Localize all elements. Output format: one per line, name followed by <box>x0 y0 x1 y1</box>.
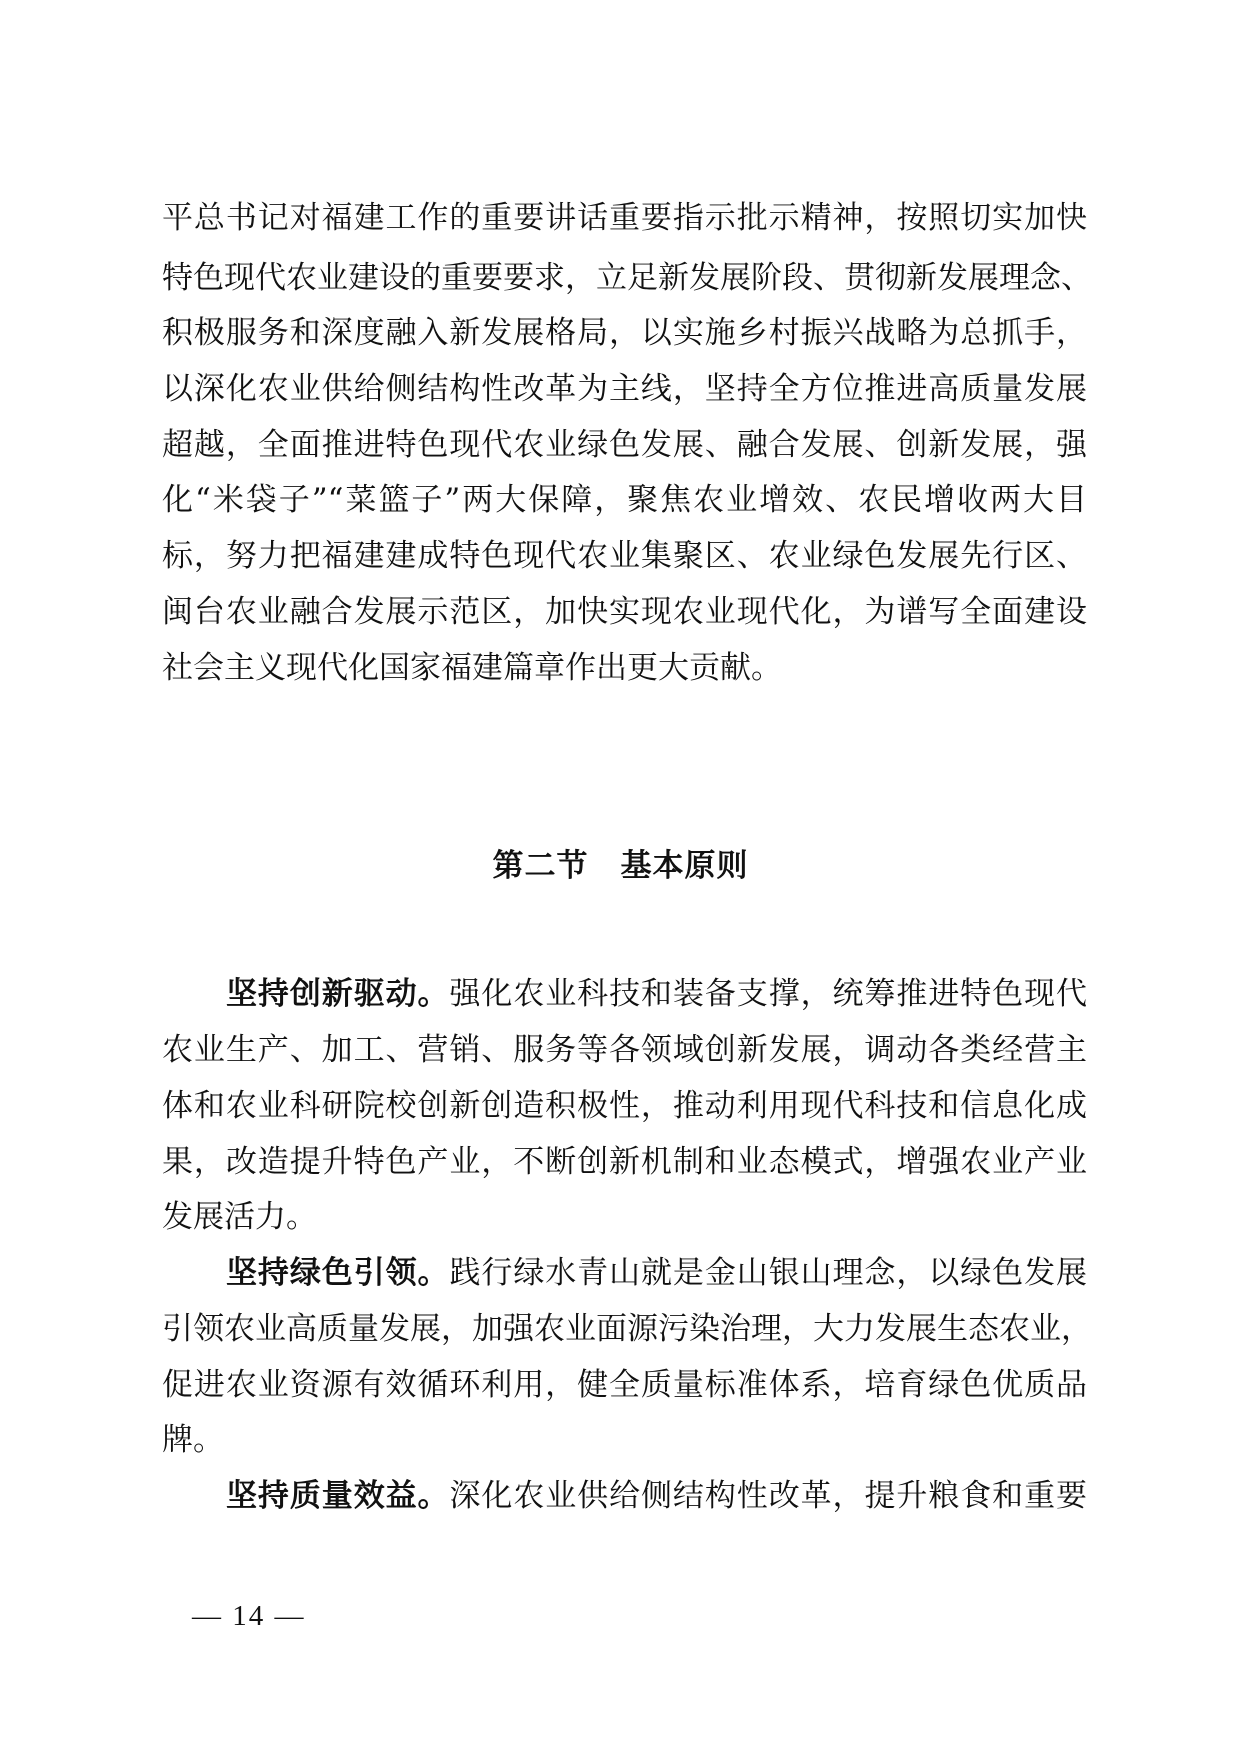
body-text-line: 促进农业资源有效循环利用，健全质量标准体系，培育绿色优质品 <box>162 1367 1087 1403</box>
body-text-line: 化“米袋子”“菜篮子”两大保障，聚焦农业增效、农民增收两大目 <box>162 482 1087 518</box>
body-text-line: 体和农业科研院校创新创造积极性，推动利用现代科技和信息化成 <box>162 1088 1087 1124</box>
body-text-line: 闽台农业融合发展示范区，加快实现农业现代化，为谱写全面建设 <box>162 594 1087 630</box>
body-text-line: 牌。 <box>162 1422 224 1458</box>
principle-first-line <box>226 1476 1087 1516</box>
body-text-line: 果，改造提升特色产业，不断创新机制和业态模式，增强农业产业 <box>162 1144 1087 1180</box>
body-text-line: 平总书记对福建工作的重要讲话重要指示批示精神，按照切实加快 <box>162 200 1087 236</box>
principle-lead: 坚持绿色引领。 <box>226 1255 450 1291</box>
principle-first-line <box>226 974 1087 1014</box>
body-text-line: 以深化农业供给侧结构性改革为主线，坚持全方位推进高质量发展 <box>162 371 1087 407</box>
body-text-line: 引领农业高质量发展，加强农业面源污染治理，大力发展生态农业， <box>162 1311 1092 1347</box>
principle-text: 践行绿水青山就是金山银山理念，以绿色发展 <box>449 1255 1088 1291</box>
body-text-line: 发展活力。 <box>162 1199 317 1235</box>
page-number: — 14 — <box>192 1600 306 1632</box>
body-text-line: 农业生产、加工、营销、服务等各领域创新发展，调动各类经营主 <box>162 1032 1087 1068</box>
principle-text: 强化农业科技和装备支撑，统筹推进特色现代 <box>449 976 1088 1012</box>
principle-text: 深化农业供给侧结构性改革，提升粮食和重要 <box>449 1478 1088 1514</box>
body-text-line: 社会主义现代化国家福建篇章作出更大贡献。 <box>162 650 782 686</box>
body-text-line: 积极服务和深度融入新发展格局，以实施乡村振兴战略为总抓手， <box>162 315 1087 351</box>
principle-lead: 坚持质量效益。 <box>226 1478 450 1514</box>
section-heading: 第二节 基本原则 <box>492 848 749 884</box>
body-text-line: 特色现代农业建设的重要要求，立足新发展阶段、贯彻新发展理念、 <box>162 260 1092 296</box>
principle-first-line <box>226 1253 1087 1293</box>
body-text-line: 标，努力把福建建成特色现代农业集聚区、农业绿色发展先行区、 <box>162 538 1087 574</box>
body-text-line: 超越，全面推进特色现代农业绿色发展、融合发展、创新发展，强 <box>162 427 1087 463</box>
principle-lead: 坚持创新驱动。 <box>226 976 450 1012</box>
